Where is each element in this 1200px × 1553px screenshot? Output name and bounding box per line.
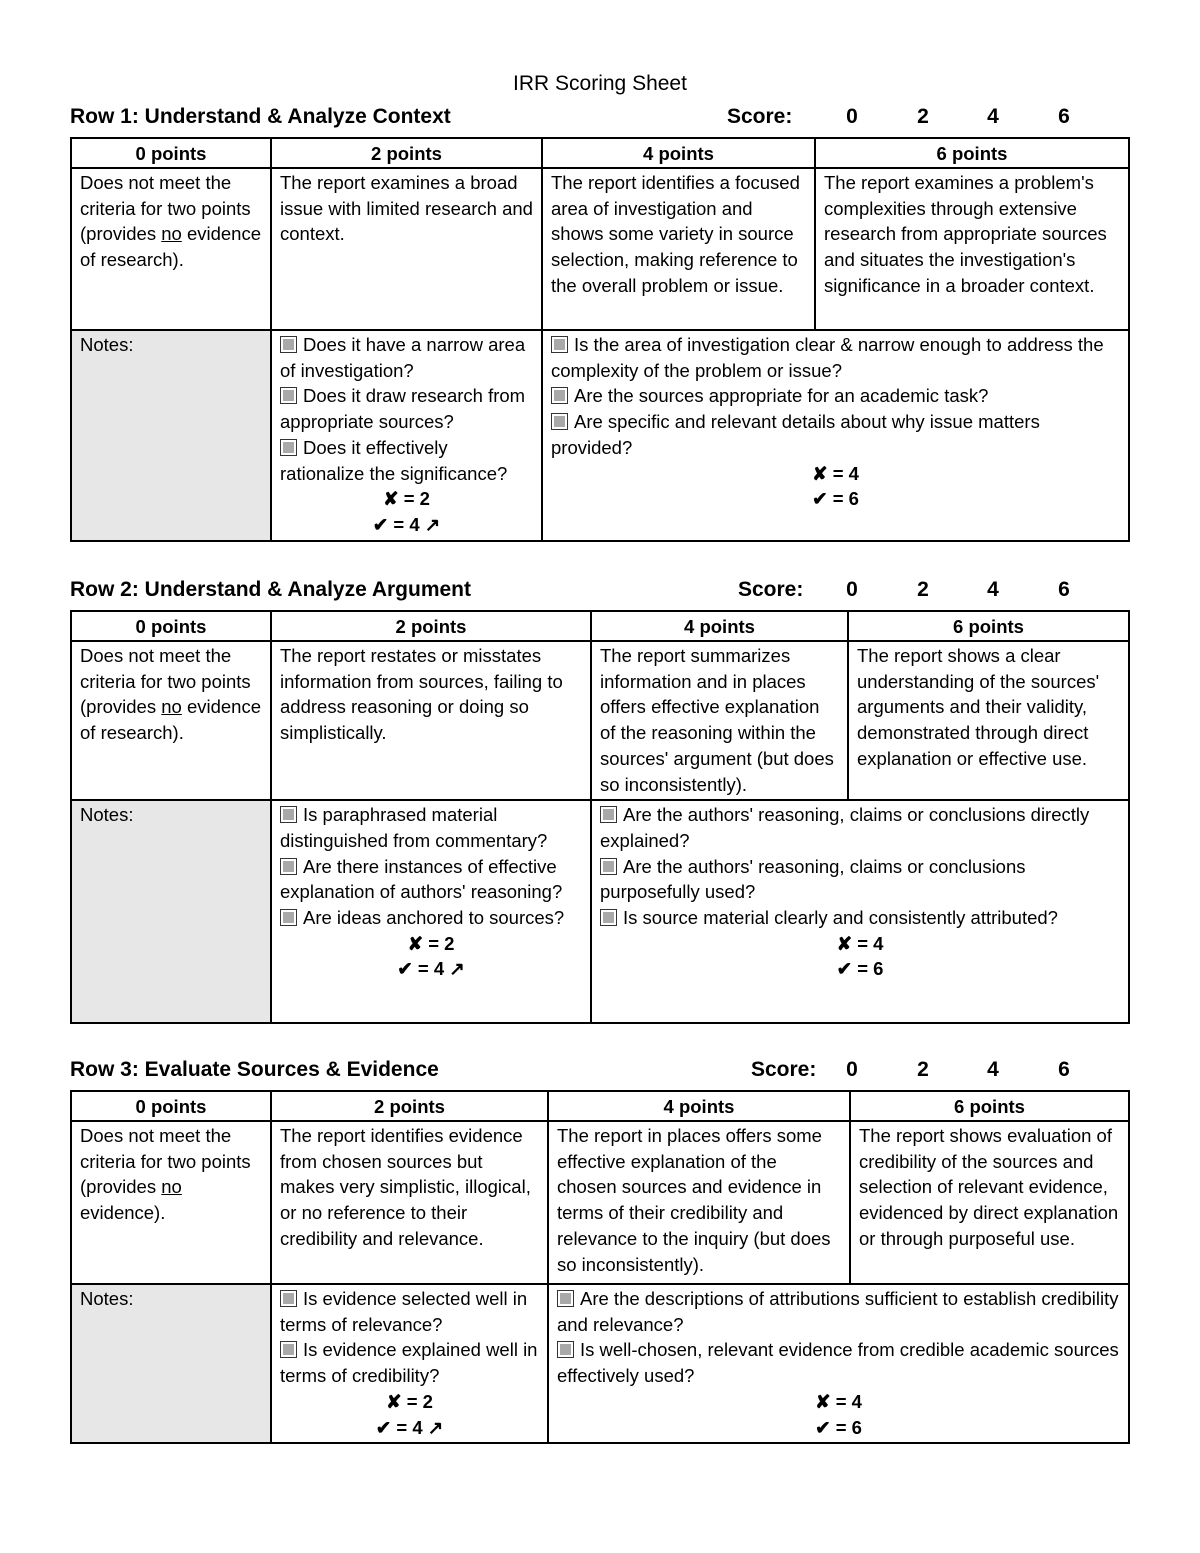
checkbox[interactable] xyxy=(557,1341,574,1358)
score-rule-pass: ✔ = 6 xyxy=(815,1416,862,1438)
score-rule-pass: ✔ = 6 xyxy=(836,958,884,980)
row-1-score-6[interactable]: 6 xyxy=(1058,105,1070,128)
row-3-score-label: Score: xyxy=(751,1058,817,1081)
notes-4-6-points xyxy=(548,1284,1129,1443)
checklist-item: Are the sources appropriate for an academic task? xyxy=(551,383,1120,409)
checkbox[interactable] xyxy=(280,387,297,404)
row-3-score-4[interactable]: 4 xyxy=(987,1058,999,1081)
criteria-6-points: The report examines a problem's complexities through extensive research from appropriate sources and situates the investigation's significance in a broader context. xyxy=(815,168,1129,330)
criteria-2-points: The report restates or misstates information from sources, failing to address reasoning or doing so simplistically. xyxy=(271,641,591,800)
checklist-item: Is source material clearly and consistently attributed? xyxy=(600,905,1120,931)
checkbox[interactable] xyxy=(600,858,617,875)
row-1-score-2[interactable]: 2 xyxy=(917,105,929,128)
header-4-points: 4 points xyxy=(548,1091,850,1121)
checkbox[interactable] xyxy=(280,909,297,926)
notes-label: Notes: xyxy=(71,1284,271,1443)
header-6-points: 6 points xyxy=(848,611,1129,641)
notes-2-points xyxy=(271,800,591,1023)
row-1-score-0[interactable]: 0 xyxy=(846,105,858,128)
score-rule-fail: ✘ = 2 xyxy=(383,488,430,510)
row-2-header xyxy=(70,578,1130,610)
row-2-score-0[interactable]: 0 xyxy=(846,578,858,601)
row-1-title: Row 1: Understand & Analyze Context xyxy=(70,105,451,128)
checklist-item: Are there instances of effective explanation of authors' reasoning? xyxy=(280,855,563,903)
notes-2-points xyxy=(271,1284,548,1443)
checkbox[interactable] xyxy=(280,806,297,823)
score-rule-fail: ✘ = 2 xyxy=(407,932,455,954)
checkbox[interactable] xyxy=(280,1341,297,1358)
row-3-header xyxy=(70,1058,1130,1090)
row-1-header xyxy=(70,105,1130,137)
score-rule-pass: ✔ = 4 ↗ xyxy=(397,958,465,980)
criteria-4-points: The report identifies a focused area of investigation and shows some variety in source selection, making reference to the overall problem or issue. xyxy=(542,168,815,330)
notes-label: Notes: xyxy=(71,800,271,1023)
document-title: IRR Scoring Sheet xyxy=(513,72,687,95)
checkbox[interactable] xyxy=(551,387,568,404)
checklist-item: Are the authors' reasoning, claims or conclusions purposefully used? xyxy=(600,855,1026,903)
row-2-title: Row 2: Understand & Analyze Argument xyxy=(70,578,471,601)
checklist-item: Is well-chosen, relevant evidence from credible academic sources effectively used? xyxy=(557,1339,1119,1387)
row-3-rubric-table xyxy=(70,1090,1130,1444)
checklist-item: Does it effectively rationalize the significance? xyxy=(280,436,508,484)
row-2-score-label: Score: xyxy=(738,578,804,601)
criteria-0-points: Does not meet the criteria for two points (provides no evidence of research). xyxy=(71,641,271,800)
row-3-score-2[interactable]: 2 xyxy=(917,1058,929,1081)
row-3-score-0[interactable]: 0 xyxy=(846,1058,858,1081)
checkbox[interactable] xyxy=(600,806,617,823)
header-0-points: 0 points xyxy=(71,138,271,168)
score-rule-fail: ✘ = 4 xyxy=(815,1390,862,1412)
checklist-item: Does it have a narrow area of investigation? xyxy=(280,334,526,381)
row-2-score-6[interactable]: 6 xyxy=(1058,578,1070,601)
checkbox[interactable] xyxy=(280,336,297,353)
score-rule-pass: ✔ = 6 xyxy=(812,488,859,510)
criteria-4-points: The report in places offers some effective explanation of the chosen sources and evidence in terms of their credibility and relevance to the inquiry (but does so inconsistently). xyxy=(548,1121,850,1284)
header-2-points: 2 points xyxy=(271,611,591,641)
header-4-points: 4 points xyxy=(591,611,848,641)
criteria-0-points: Does not meet the criteria for two points (provides no evidence). xyxy=(71,1121,271,1284)
row-1-section xyxy=(70,105,1130,542)
notes-4-6-points xyxy=(542,330,1129,541)
header-0-points: 0 points xyxy=(71,1091,271,1121)
criteria-2-points: The report examines a broad issue with limited research and context. xyxy=(271,168,542,330)
row-2-score-2[interactable]: 2 xyxy=(917,578,929,601)
notes-4-6-points xyxy=(591,800,1129,1023)
checkbox[interactable] xyxy=(557,1290,574,1307)
score-rule-fail: ✘ = 4 xyxy=(812,462,859,484)
checklist-item: Does it draw research from appropriate sources? xyxy=(280,385,526,433)
header-0-points: 0 points xyxy=(71,611,271,641)
notes-label: Notes: xyxy=(71,330,271,541)
checklist-item: Is evidence selected well in terms of relevance? xyxy=(280,1288,528,1335)
criteria-2-points: The report identifies evidence from chosen sources but makes very simplistic, illogical, or no reference to their credibility and relevance. xyxy=(271,1121,548,1284)
checkbox[interactable] xyxy=(280,1290,297,1307)
criteria-4-points: The report summarizes information and in places offers effective explanation of the reasoning within the sources' argument (but does so inconsistently). xyxy=(591,641,848,800)
header-4-points: 4 points xyxy=(542,138,815,168)
row-1-score-label: Score: xyxy=(727,105,793,128)
checklist-item: Are ideas anchored to sources? xyxy=(280,905,582,931)
checkbox[interactable] xyxy=(551,413,568,430)
checklist-item: Is evidence explained well in terms of credibility? xyxy=(280,1339,538,1387)
row-3-score-6[interactable]: 6 xyxy=(1058,1058,1070,1081)
criteria-6-points: The report shows a clear understanding of the sources' arguments and their validity, demonstrated through direct explanation or effective use. xyxy=(848,641,1129,800)
row-1-score-4[interactable]: 4 xyxy=(987,105,999,128)
checkbox[interactable] xyxy=(280,439,297,456)
header-2-points: 2 points xyxy=(271,1091,548,1121)
header-6-points: 6 points xyxy=(850,1091,1129,1121)
notes-2-points xyxy=(271,330,542,541)
row-1-rubric-table xyxy=(70,137,1130,542)
header-6-points: 6 points xyxy=(815,138,1129,168)
checklist-item: Are specific and relevant details about why issue matters provided? xyxy=(551,411,1040,458)
score-rule-pass: ✔ = 4 ↗ xyxy=(375,1416,444,1438)
criteria-0-points: Does not meet the criteria for two points (provides no evidence of research). xyxy=(71,168,271,330)
checkbox[interactable] xyxy=(600,909,617,926)
header-2-points: 2 points xyxy=(271,138,542,168)
score-rule-pass: ✔ = 4 ↗ xyxy=(372,513,441,535)
checklist-item: Are the descriptions of attributions sufficient to establish credibility and relevance? xyxy=(557,1288,1119,1335)
row-2-section xyxy=(70,578,1130,1024)
checkbox[interactable] xyxy=(551,336,568,353)
row-2-score-4[interactable]: 4 xyxy=(987,578,999,601)
checklist-item: Is paraphrased material distinguished from commentary? xyxy=(280,804,548,851)
checkbox[interactable] xyxy=(280,858,297,875)
checklist-item: Are the authors' reasoning, claims or conclusions directly explained? xyxy=(600,804,1090,851)
score-rule-fail: ✘ = 4 xyxy=(836,932,884,954)
row-2-rubric-table xyxy=(70,610,1130,1024)
score-rule-fail: ✘ = 2 xyxy=(386,1390,433,1412)
criteria-6-points: The report shows evaluation of credibility of the sources and selection of relevant evidence, evidenced by direct explanation or through purposeful use. xyxy=(850,1121,1129,1284)
checklist-item: Is the area of investigation clear & narrow enough to address the complexity of the problem or issue? xyxy=(551,334,1104,381)
row-3-title: Row 3: Evaluate Sources & Evidence xyxy=(70,1058,439,1081)
row-3-section xyxy=(70,1058,1130,1444)
